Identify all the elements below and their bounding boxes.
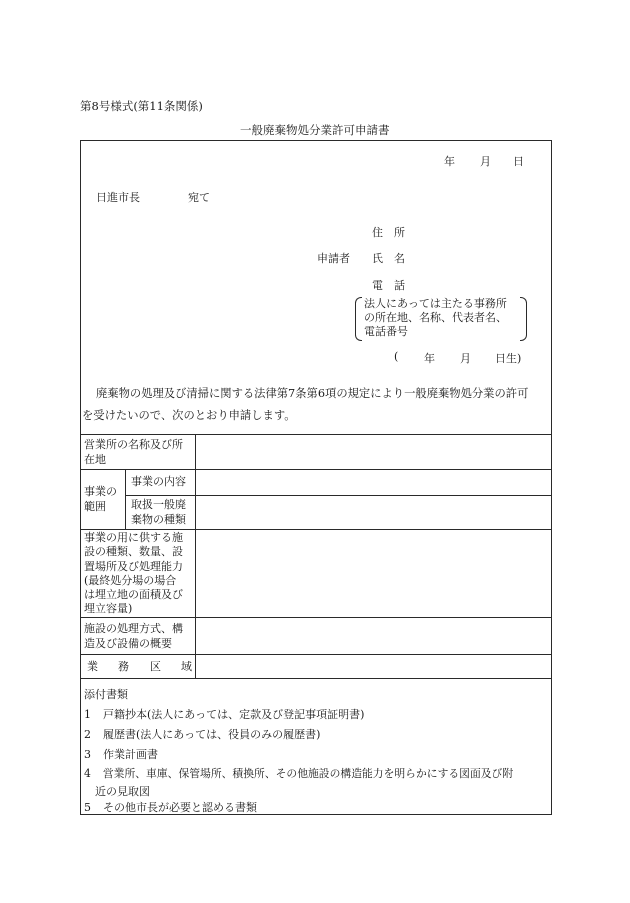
scope-waste-label-line: 取扱一般廃 [131, 498, 186, 511]
facilities-label-line: 設の種類、数量、設 [84, 545, 183, 559]
attachment-number: 4 [84, 767, 91, 780]
office-label [84, 437, 183, 467]
attachment-item [84, 746, 158, 762]
method-label-line: 造及び設備の概要 [84, 637, 172, 650]
corporate-note-line: 電話番号 [364, 325, 408, 338]
facilities-label [84, 531, 183, 617]
attachment-number: 2 [84, 728, 91, 741]
name-label: 氏 名 [372, 252, 405, 265]
attachment-item [84, 726, 320, 742]
method-label [84, 621, 183, 651]
scope-waste-label-line: 棄物の種類 [131, 513, 186, 526]
note-bracket-left [355, 297, 362, 341]
table-rule [125, 495, 552, 496]
statement-line-2: を受けたいので、次のとおり申請します。 [82, 409, 296, 422]
table-rule [80, 654, 552, 655]
scope-label [84, 484, 117, 514]
statement-line-1: 廃棄物の処理及び清掃に関する法律第7条第6項の規定により一般廃棄物処分業の許可 [96, 387, 529, 400]
attachment-number: 3 [84, 748, 91, 761]
scope-content-label: 事業の内容 [131, 475, 186, 488]
table-rule [80, 469, 552, 470]
scope-label-line: 事業の [84, 485, 117, 498]
attachment-item [84, 799, 257, 815]
attachment-item [84, 706, 364, 722]
table-rule [80, 434, 552, 435]
form-title: 一般廃棄物処分業許可申請書 [240, 123, 390, 137]
birth-day-label: 日生) [495, 352, 522, 365]
addressee-name: 日進市長 [96, 191, 140, 204]
table-rule [80, 678, 552, 679]
area-label-char: 務 [118, 660, 129, 673]
scope-waste-label [131, 497, 186, 527]
attachment-text: 戸籍抄本(法人にあっては、定款及び登記事項証明書) [103, 708, 365, 721]
method-label-line: 施設の処理方式、構 [84, 622, 183, 635]
table-column-rule [125, 469, 126, 529]
corporate-note [364, 297, 507, 339]
attachment-text: 作業計画書 [103, 748, 158, 761]
corporate-note-line: の所在地、名称、代表者名、 [364, 311, 507, 324]
area-label-char: 区 [150, 660, 161, 673]
attachments-heading: 添付書類 [84, 688, 128, 701]
attachment-text: その他市長が必要と認める書類 [103, 801, 257, 814]
date-year-label: 年 [444, 155, 455, 168]
form-number: 第8号様式(第11条関係) [80, 99, 203, 113]
area-label-char: 業 [87, 660, 98, 673]
attachment-number: 1 [84, 708, 91, 721]
corporate-note-line: 法人にあっては主たる事務所 [364, 297, 507, 310]
facilities-label-line: (最終処分場の場合 [84, 573, 177, 587]
birth-month-label: 月 [460, 352, 471, 365]
attachment-text: 履歴書(法人にあっては、役員のみの履歴書) [103, 728, 321, 741]
office-label-line: 営業所の名称及び所 [84, 438, 183, 451]
birth-year-label: 年 [424, 352, 435, 365]
note-bracket-right [520, 297, 527, 341]
date-day-label: 日 [513, 155, 524, 168]
table-rule [80, 617, 552, 618]
table-rule [80, 529, 552, 530]
attachment-text: 営業所、車庫、保管場所、積換所、その他施設の構造能力を明らかにする図面及び附 [102, 767, 514, 780]
office-label-line: 在地 [84, 453, 106, 466]
facilities-label-line: 埋立容量) [84, 602, 133, 616]
attachment-number: 5 [84, 801, 91, 814]
attachment-continuation: 近の見取図 [95, 785, 150, 798]
facilities-label-line: は埋立地の面積及び [84, 588, 183, 602]
address-label: 住 所 [372, 226, 405, 239]
facilities-label-line: 置場所及び処理能力 [84, 559, 183, 573]
facilities-label-line: 事業の用に供する施 [84, 531, 183, 544]
applicant-label: 申請者 [317, 252, 350, 265]
area-label-char: 域 [181, 660, 192, 673]
attachment-item [84, 766, 513, 781]
phone-label: 電 話 [372, 279, 405, 292]
scope-label-line: 範囲 [84, 500, 106, 513]
birth-open-paren: ( [394, 350, 399, 363]
table-column-rule [195, 434, 196, 678]
addressee-suffix: 宛て [188, 191, 210, 204]
date-month-label: 月 [480, 155, 491, 168]
